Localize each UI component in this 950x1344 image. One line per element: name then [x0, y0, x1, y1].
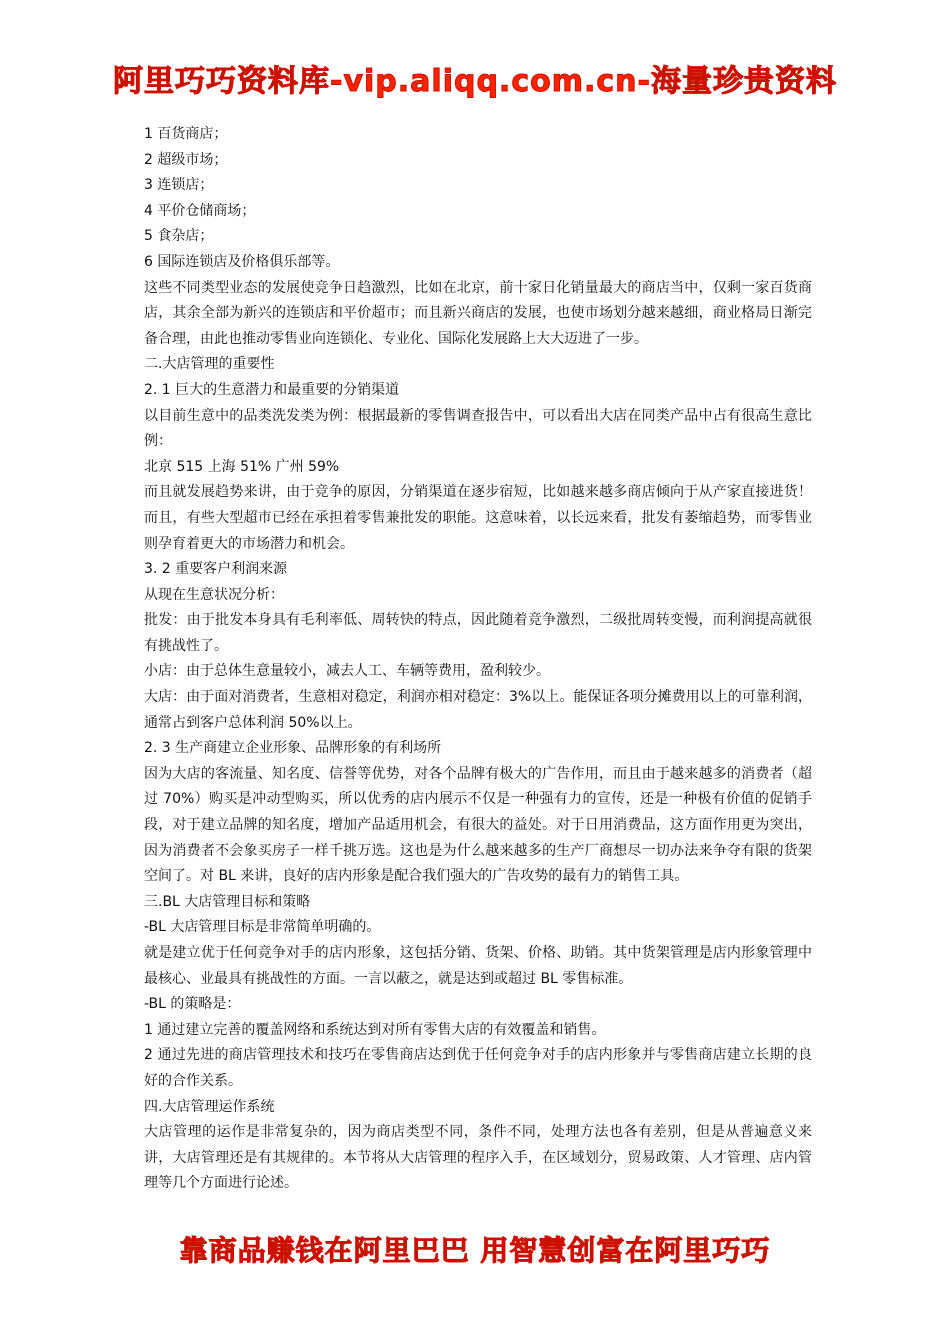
footer-banner: 靠商品赚钱在阿里巴巴 用智慧创富在阿里巧巧	[179, 1234, 771, 1267]
paragraph-goal-intro: -BL 大店管理目标是非常简单明确的。	[144, 919, 381, 936]
paragraph-brand-image: 因为大店的客流量、知名度、信誉等优势，对各个品牌有极大的广告作用，而且由于越来越多的消费者（超过 70%）购买是冲动型购买，所以优秀的店内展示不仅是一种强有力的宣传，还是一种极有价值的促销手段，对于建立品牌的知名度，增加产品适用机会，有很大的益处。对于日用消费品，这方面作用更为突出，因为消费者不会象买房子一样千挑万选。这也是为什么越来越多的生产厂商想尽一切办法来争夺有限的货架空间了。对 BL 来讲，良好的店内形象是配合我们强大的广告攻势的最有力的销售工具。	[144, 765, 812, 885]
paragraph-big-store: 大店：由于面对消费者，生意相对稳定，利润亦相对稳定：3%以上。能保证各项分摊费用以上的可靠利润，通常占到客户总体利润 50%以上。	[144, 689, 812, 731]
paragraph-analysis-intro: 从现在生意状况分析：	[144, 586, 284, 603]
paragraph-small-store: 小店：由于总体生意量较小，减去人工、车辆等费用，盈利较少。	[144, 663, 550, 680]
paragraph-city-shares: 北京 515 上海 51% 广州 59%	[144, 458, 340, 475]
strategy-item-2: 2 通过先进的商店管理技术和技巧在零售商店达到优于任何竞争对手的店内形象并与零售商店建立长期的良好的合作关系。	[144, 1047, 812, 1089]
list-item-4: 4 平价仓储商场；	[144, 202, 256, 219]
subsection-heading-2-1: 2. 1 巨大的生意潜力和最重要的分销渠道	[144, 381, 400, 398]
section-heading-3: 三.BL 大店管理目标和策略	[144, 893, 311, 910]
paragraph-strategy-intro: -BL 的策略是：	[144, 996, 241, 1013]
header-banner: 阿里巧巧资料库-vip.aliqq.com.cn-海量珍贵资料	[113, 64, 837, 99]
paragraph-wholesale: 批发：由于批发本身具有毛利率低、周转快的特点，因此随着竞争激烈，二级批周转变慢，而利润提高就很有挑战性了。	[144, 612, 812, 654]
strategy-item-1: 1 通过建立完善的覆盖网络和系统达到对所有零售大店的有效覆盖和销售。	[144, 1021, 606, 1038]
list-item-5: 5 食杂店；	[144, 228, 214, 245]
paragraph-operation-system: 大店管理的运作是非常复杂的，因为商店类型不同，条件不同，处理方法也各有差别，但是从普遍意义来讲，大店管理还是有其规律的。本节将从大店管理的程序入手，在区域划分，贸易政策、人才管理、店内管理等几个方面进行论述。	[144, 1124, 812, 1192]
list-item-2: 2 超级市场；	[144, 151, 228, 168]
subsection-heading-3-2: 3. 2 重要客户利润来源	[144, 561, 288, 578]
list-item-6: 6 国际连锁店及价格俱乐部等。	[144, 253, 340, 270]
section-heading-2: 二.大店管理的重要性	[144, 356, 275, 373]
paragraph-goal-detail: 就是建立优于任何竞争对手的店内形象，这包括分销、货架、价格、助销。其中货架管理是店内形象管理中最核心、业最具有挑战性的方面。一言以蔽之，就是达到或超过 BL 零售标准。	[144, 945, 812, 987]
paragraph-distribution-trend: 而且就发展趋势来讲，由于竞争的原因，分销渠道在逐步宿短，比如越来越多商店倾向于从产家直接进货！而且，有些大型超市已经在承担着零售兼批发的职能。这意味着，以长远来看，批发有萎缩趋势，而零售业则孕育着更大的市场潜力和机会。	[144, 484, 812, 552]
list-item-3: 3 连锁店；	[144, 177, 214, 194]
section-heading-4: 四.大店管理运作系统	[144, 1098, 275, 1115]
list-item-1: 1 百货商店；	[144, 126, 228, 142]
subsection-heading-2-3: 2. 3 生产商建立企业形象、品牌形象的有利场所	[144, 740, 442, 757]
document-body	[144, 122, 812, 1197]
paragraph-category-example: 以目前生意中的品类洗发类为例：根据最新的零售调查报告中，可以看出大店在同类产品中占有很高生意比例：	[144, 407, 812, 450]
paragraph-competition: 这些不同类型业态的发展使竞争日趋激烈，比如在北京，前十家日化销量最大的商店当中，仅剩一家百货商店，其余全部为新兴的连锁店和平价超市；而且新兴商店的发展，也使市场划分越来越细，商业格局日渐完备合理，由此也推动零售业向连锁化、专业化、国际化发展路上大大迈进了一步。	[144, 279, 812, 347]
